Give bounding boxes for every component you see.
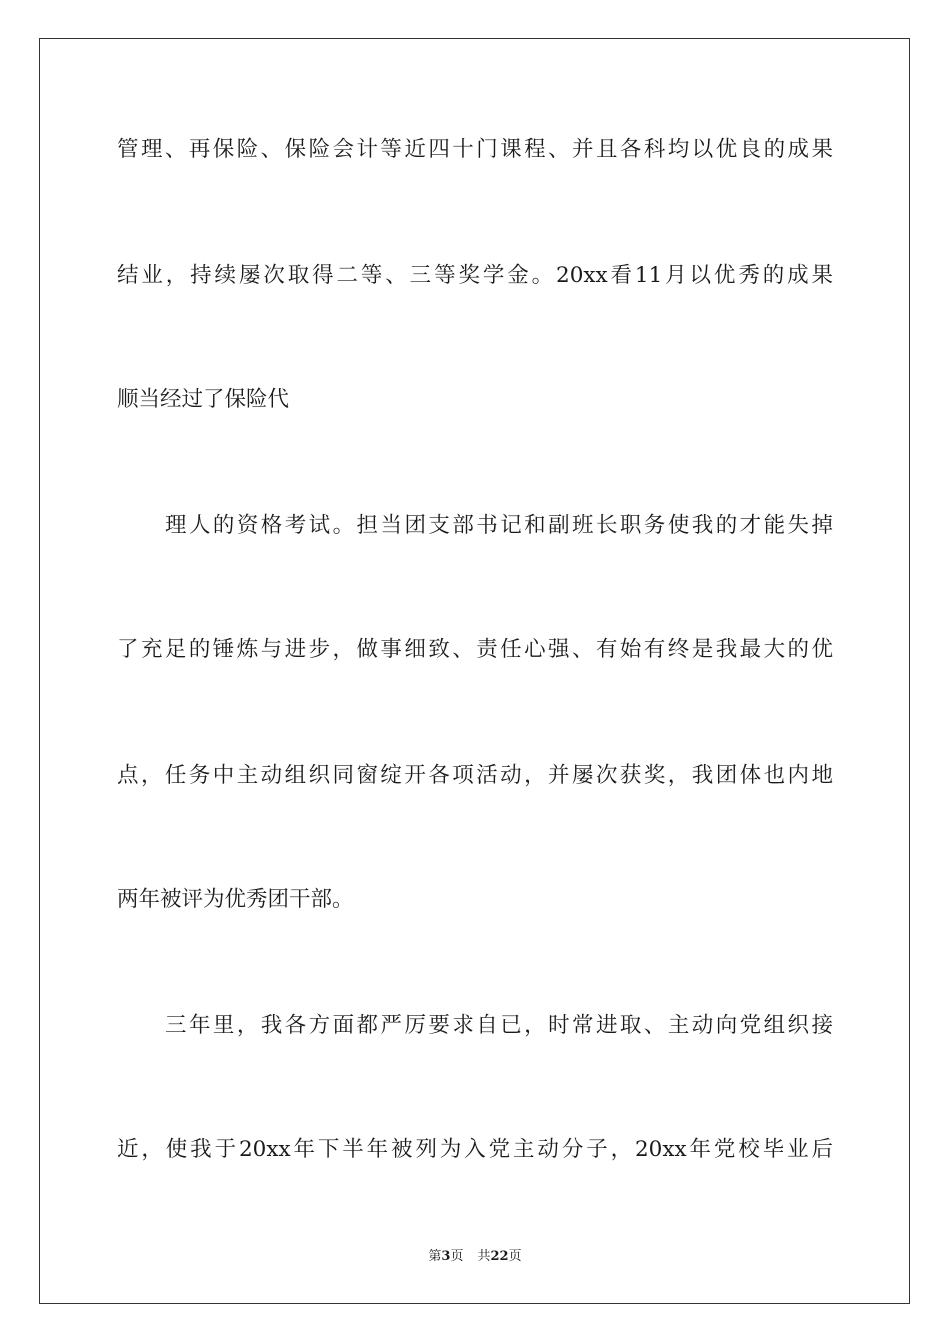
body-text-line: 两年被评为优秀团干部。 [117,887,354,912]
total-prefix: 共 [477,1249,491,1264]
body-text-line: 点，任务中主动组织同窗绽开各项活动，并屡次获奖，我团体也内地 [117,763,833,788]
total-pages: 22 [490,1249,509,1264]
body-text-line: 了充足的锤炼与进步，做事细致、责任心强、有始有终是我最大的优 [117,637,833,662]
body-text-line: 三年里，我各方面都严厉要求自已，时常进取、主动向党组织接 [165,1013,833,1038]
body-text-line: 管理、再保险、保险会计等近四十门课程、并且各科均以优良的成果 [117,137,833,162]
page-suffix: 页 [450,1249,464,1264]
page-number: 3 [441,1249,451,1264]
total-suffix: 页 [508,1249,522,1264]
page-prefix: 第 [428,1249,442,1264]
body-text-line: 结业，持续屡次取得二等、三等奖学金。20xx看11月以优秀的成果 [117,263,833,288]
body-text-line: 理人的资格考试。担当团支部书记和副班长职务使我的才能失掉 [165,513,833,538]
page-frame [39,38,910,1304]
page-footer [0,1248,950,1266]
body-text-line: 近，使我于20xx年下半年被列为入党主动分子，20xx年党校毕业后 [117,1137,833,1162]
body-text-line: 顺当经过了保险代 [117,387,290,412]
